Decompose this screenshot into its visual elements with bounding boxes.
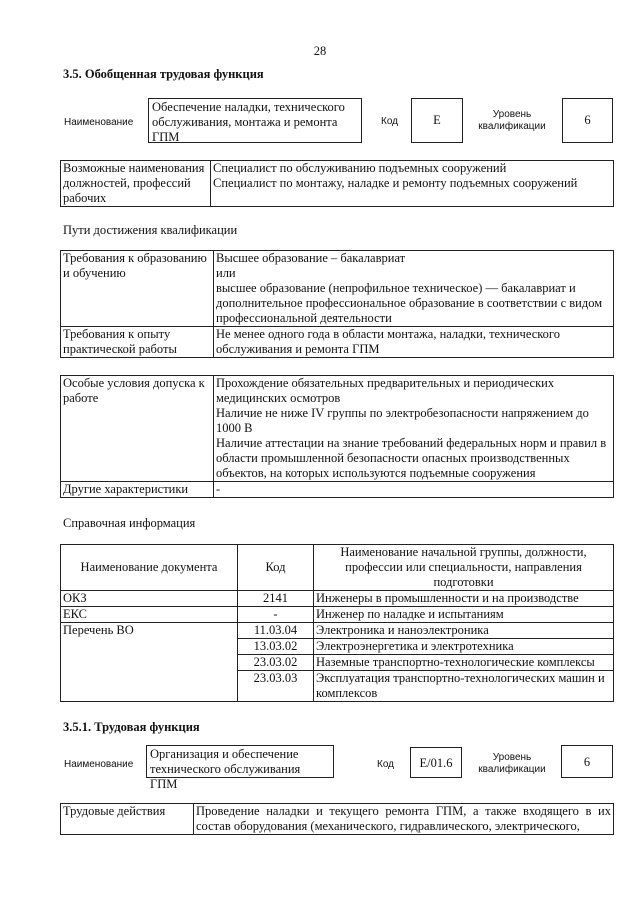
level-label: Уровень квалификации bbox=[478, 109, 546, 132]
other-characteristics-label: Другие характеристики bbox=[61, 482, 214, 498]
actions-value: Проведение наладки и текущего ремонта ГПМ, а также входящего в их состав оборудования (механического, гидравлического, электрического, bbox=[194, 804, 614, 835]
row-code: 2141 bbox=[238, 591, 314, 607]
row-doc: Перечень ВО bbox=[61, 623, 238, 702]
level-value-box-2 bbox=[561, 745, 613, 778]
row-code: 13.03.02 bbox=[238, 639, 314, 655]
col-name-header: Наименование начальной группы, должности, профессии или специальности, направления подготовки bbox=[314, 545, 614, 591]
code-value-2: E/01.6 bbox=[419, 756, 453, 770]
code-value-box bbox=[411, 98, 463, 143]
code-value: E bbox=[433, 113, 441, 127]
experience-label: Требования к опыту практической работы bbox=[61, 327, 214, 358]
level-label-2: Уровень квалификации bbox=[478, 752, 546, 775]
row-code: 23.03.03 bbox=[238, 671, 314, 702]
code-label: Код bbox=[381, 116, 399, 127]
reference-heading: Справочная информация bbox=[63, 516, 196, 530]
reference-table bbox=[60, 544, 614, 702]
col-doc-header: Наименование документа bbox=[61, 545, 238, 591]
row-code: - bbox=[238, 607, 314, 623]
table-row bbox=[61, 607, 614, 623]
education-label: Требования к образованию и обучению bbox=[61, 251, 214, 327]
page-number: 28 bbox=[313, 44, 327, 58]
code-label-2: Код bbox=[377, 759, 395, 770]
code-value-box-2 bbox=[410, 747, 462, 778]
level-value-2: 6 bbox=[583, 755, 591, 769]
subsection-heading: 3.5.1. Трудовая функция bbox=[63, 720, 200, 734]
positions-label: Возможные наименования должностей, профессий рабочих bbox=[61, 161, 211, 207]
other-characteristics-value: - bbox=[214, 482, 614, 498]
actions-table bbox=[60, 803, 614, 835]
experience-value: Не менее одного года в области монтажа, наладки, технического обслуживания и ремонта ГПМ bbox=[214, 327, 614, 358]
special-conditions-label: Особые условия допуска к работе bbox=[61, 376, 214, 482]
actions-label: Трудовые действия bbox=[61, 804, 194, 835]
paths-heading: Пути достижения квалификации bbox=[63, 223, 238, 237]
section-heading: 3.5. Обобщенная трудовая функция bbox=[63, 67, 264, 81]
education-value: Высшее образование – бакалавриат или высшее образование (непрофильное техническое) — бакалавриат и дополнительное профессиональное образование в соответствии с видом профессиональной деятельности bbox=[214, 251, 614, 327]
row-code: 11.03.04 bbox=[238, 623, 314, 639]
table-row bbox=[61, 591, 614, 607]
conditions-table bbox=[60, 375, 614, 498]
name-value-2: Организация и обеспечение технического обслуживания ГПМ bbox=[150, 747, 301, 791]
row-name: Эксплуатация транспортно-технологических машин и комплексов bbox=[314, 671, 614, 702]
name-label: Наименование bbox=[64, 117, 134, 128]
positions-table bbox=[60, 160, 614, 207]
name-value: Обеспечение наладки, технического обслуживания, монтажа и ремонта ГПМ bbox=[152, 100, 345, 144]
row-name: Электроника и наноэлектроника bbox=[314, 623, 614, 639]
positions-values: Специалист по обслуживанию подъемных сооружений Специалист по монтажу, наладке и ремонту подъемных сооружений bbox=[211, 161, 614, 207]
row-code: 23.03.02 bbox=[238, 655, 314, 671]
name-label-2: Наименование bbox=[64, 759, 134, 770]
special-conditions-value: Прохождение обязательных предварительных и периодических медицинских осмотров Наличие не ниже IV группы по электробезопасности напряжением до 1000 В Наличие аттестации на знание требований федеральных норм и правил в области промышленной безопасности опасных производственных объектов, на которых используются подъемные сооружения bbox=[214, 376, 614, 482]
row-doc: ОКЗ bbox=[61, 591, 238, 607]
row-name: Наземные транспортно-технологические комплексы bbox=[314, 655, 614, 671]
level-value-box bbox=[562, 98, 613, 143]
row-name: Инженеры в промышленности и на производстве bbox=[314, 591, 614, 607]
name-value-box bbox=[148, 98, 362, 143]
requirements-table bbox=[60, 250, 614, 358]
name-value-box-2 bbox=[146, 745, 334, 791]
row-doc: ЕКС bbox=[61, 607, 238, 623]
row-name: Инженер по наладке и испытаниям bbox=[314, 607, 614, 623]
col-code-header: Код bbox=[238, 545, 314, 591]
table-row bbox=[61, 623, 614, 639]
level-value: 6 bbox=[584, 113, 591, 127]
row-name: Электроэнергетика и электротехника bbox=[314, 639, 614, 655]
